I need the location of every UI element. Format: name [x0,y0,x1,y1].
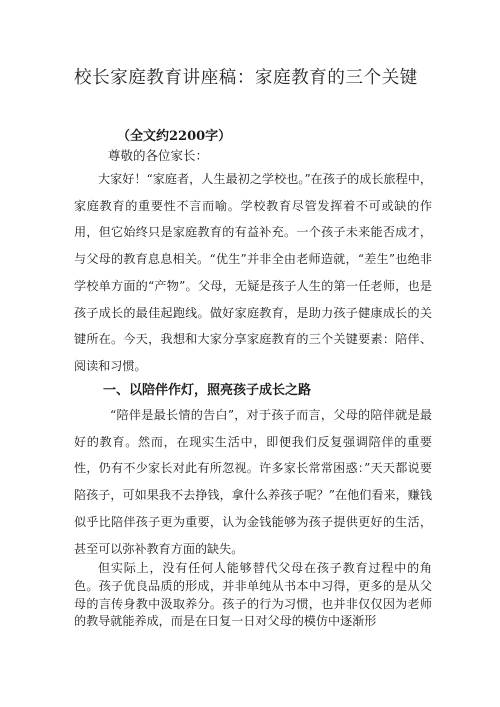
word-count-note: （全文约2200字） [117,129,232,144]
section-paragraph: 但实际上，没有任何人能够替代父母在孩子教育过程中的角色。孩子优良品质的形成，并非单纯从书本中习得，更多的是从父母的言传身教中汲取养分。孩子的行为习惯，也并非仅仅因为老师的教导就能养成，而是在日复一日对父母的模仿中逐渐形 [74,561,432,629]
section-paragraph: “陪伴是最长情的告白”，对于孩子而言，父母的陪伴就是最好的教育。然而，在现实生活中，即便我们反复强调陪伴的重要性，仍有不少家长对此有所忽视。许多家长常常困惑：”天天都说要陪孩子，可如果我不去挣钱，拿什么养孩子呢？”在他们看来，赚钱似乎比陪伴孩子更为重要，认为金钱能够为孩子提供更好的生活，甚至可以弥补教育方面的缺失。 [74,408,432,556]
intro-paragraph: 大家好！“家庭者，人生最初之学校也。”在孩子的成长旅程中，家庭教育的重要性不言而喻。学校教育尽管发挥着不可或缺的作用，但它始终只是家庭教育的有益补充。一个孩子未来能否成才，与父母的教育息息相关。“优生”并非全由老师造就，“差生”也绝非学校单方面的“产物”。父母，无疑是孩子人生的第一任老师，也是孩子成长的最佳起跑线。做好家庭教育，是助力孩子健康成长的关键所在。今天，我想和大家分享家庭教育的三个关键要素：陪伴、阅读和习惯。 [74,172,432,373]
document-title: 校长家庭教育讲座稿：家庭教育的三个关键 [74,68,418,88]
section-heading: 一、以陪伴作灯，照亮孩子成长之路 [103,383,312,398]
greeting: 尊敬的各位家长： [108,148,209,163]
